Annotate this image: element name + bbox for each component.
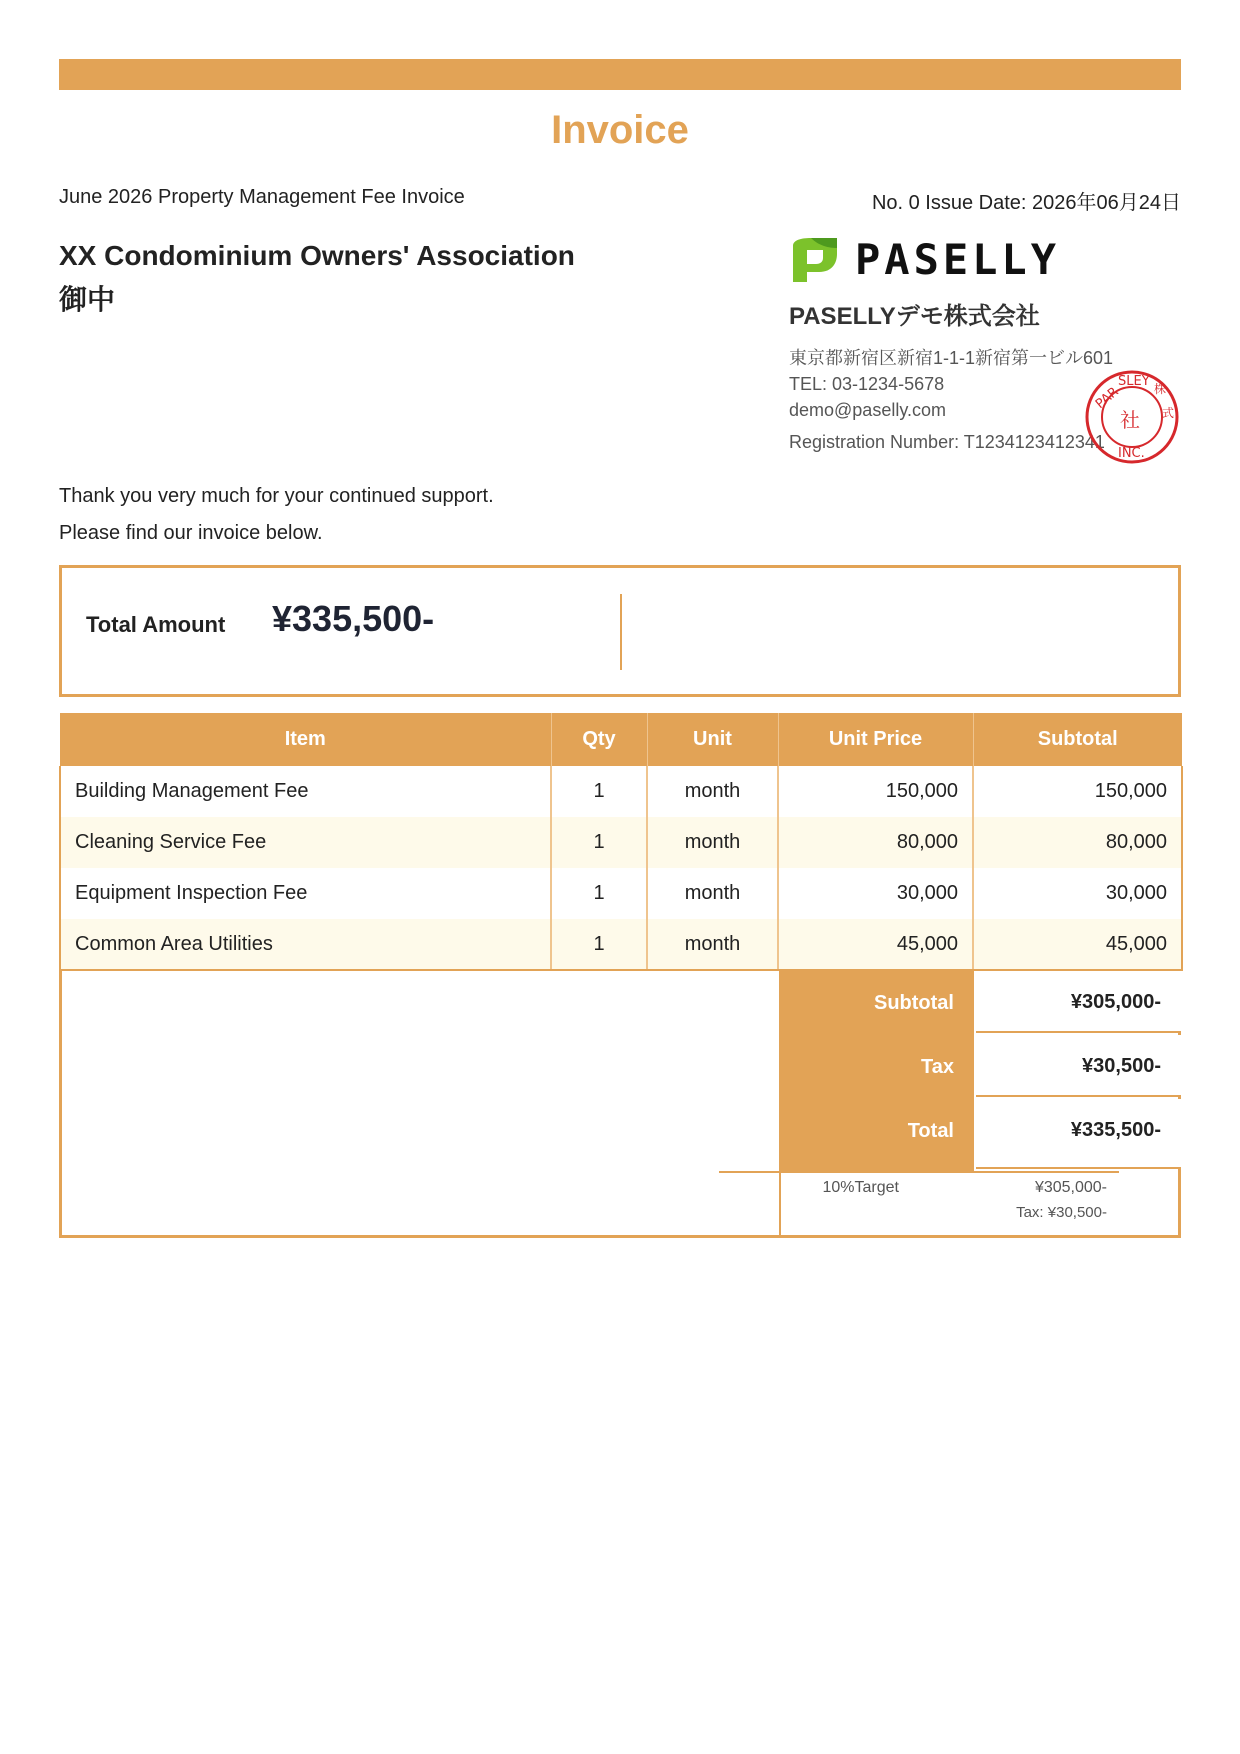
total-amount-value: ¥335,500- (272, 598, 435, 639)
summary-total-value: ¥335,500- (976, 1099, 1181, 1169)
issuer-email: demo@paselly.com (789, 400, 946, 420)
issuer-company-name: PASELLYデモ株式会社 (789, 303, 1040, 330)
company-seal-icon (1084, 369, 1180, 465)
header-subtotal: Subtotal (973, 713, 1182, 766)
summary-section (59, 971, 1181, 1238)
svg-text:式: 式 (1162, 406, 1175, 420)
cell-subtotal: 45,000 (973, 919, 1182, 970)
logo-wordmark: PASELLY (855, 235, 1061, 284)
cell-item: Common Area Utilities (60, 919, 551, 970)
cell-unit: month (647, 766, 778, 817)
issuer-tel: TEL: 03-1234-5678 (789, 374, 945, 394)
greeting-text (59, 478, 494, 552)
tax-breakdown-rule (719, 1171, 1119, 1173)
invoice-subject: June 2026 Property Management Fee Invoice (59, 186, 465, 208)
svg-text:株: 株 (1154, 382, 1167, 396)
invoice-number-date: No. 0 Issue Date: 2026年06月24日 (871, 192, 1181, 214)
header-unit-price: Unit Price (778, 713, 973, 766)
recipient-honorific: 御中 (59, 284, 116, 315)
cell-unit: month (647, 868, 778, 919)
total-amount-label: Total Amount (86, 612, 226, 637)
header-qty: Qty (551, 713, 647, 766)
table-header-row (60, 713, 1182, 766)
table-row (60, 766, 1182, 817)
company-logo (789, 232, 1089, 286)
cell-subtotal: 80,000 (973, 817, 1182, 868)
summary-total-row (781, 1099, 1181, 1171)
svg-text:SLEY: SLEY (1118, 374, 1150, 389)
issuer-registration-number: Registration Number: T1234123412341 (789, 432, 1105, 452)
summary-subtotal-label: Subtotal (781, 971, 974, 1035)
cell-unit: month (647, 817, 778, 868)
summary-tax-value: ¥30,500- (976, 1035, 1181, 1097)
cell-unit-price: 30,000 (778, 868, 973, 919)
header-item: Item (60, 713, 551, 766)
summary-total-label: Total (781, 1099, 974, 1171)
cell-qty: 1 (551, 868, 647, 919)
greeting-line-2: Please find our invoice below. (59, 522, 323, 544)
cell-qty: 1 (551, 919, 647, 970)
document-title: Invoice (551, 108, 689, 152)
recipient-block (59, 234, 619, 322)
cell-subtotal: 150,000 (973, 766, 1182, 817)
cell-qty: 1 (551, 766, 647, 817)
svg-text:社: 社 (1120, 408, 1140, 432)
cell-item: Equipment Inspection Fee (60, 868, 551, 919)
cell-item: Cleaning Service Fee (60, 817, 551, 868)
summary-tax-label: Tax (781, 1035, 974, 1099)
issuer-address: 東京都新宿区新宿1-1-1新宿第一ビル601 (789, 348, 1114, 368)
total-box-divider (620, 594, 622, 670)
total-amount-box (59, 565, 1181, 697)
cell-unit-price: 150,000 (778, 766, 973, 817)
table-row (60, 919, 1182, 970)
cell-unit-price: 45,000 (778, 919, 973, 970)
cell-unit: month (647, 919, 778, 970)
summary-subtotal-value: ¥305,000- (976, 971, 1181, 1033)
issuer-contact-block (789, 345, 1113, 455)
tax-target-tax: Tax: ¥30,500- (1016, 1204, 1107, 1221)
logo-leaf-icon (789, 232, 839, 284)
cell-qty: 1 (551, 817, 647, 868)
svg-text:INC.: INC. (1118, 446, 1145, 461)
summary-tax-row (781, 1035, 1181, 1099)
tax-target-label: 10%Target (822, 1179, 899, 1196)
summary-subtotal-row (781, 971, 1181, 1035)
recipient-name: XX Condominium Owners' Association (59, 240, 575, 271)
header-accent-bar (59, 59, 1181, 90)
header-unit: Unit (647, 713, 778, 766)
table-row (60, 817, 1182, 868)
tax-target-amount: ¥305,000- (1034, 1179, 1107, 1196)
line-items-table (59, 713, 1183, 971)
cell-item: Building Management Fee (60, 766, 551, 817)
cell-unit-price: 80,000 (778, 817, 973, 868)
table-row (60, 868, 1182, 919)
greeting-line-1: Thank you very much for your continued support. (59, 485, 494, 507)
cell-subtotal: 30,000 (973, 868, 1182, 919)
svg-text:PAR: PAR (1092, 384, 1122, 413)
